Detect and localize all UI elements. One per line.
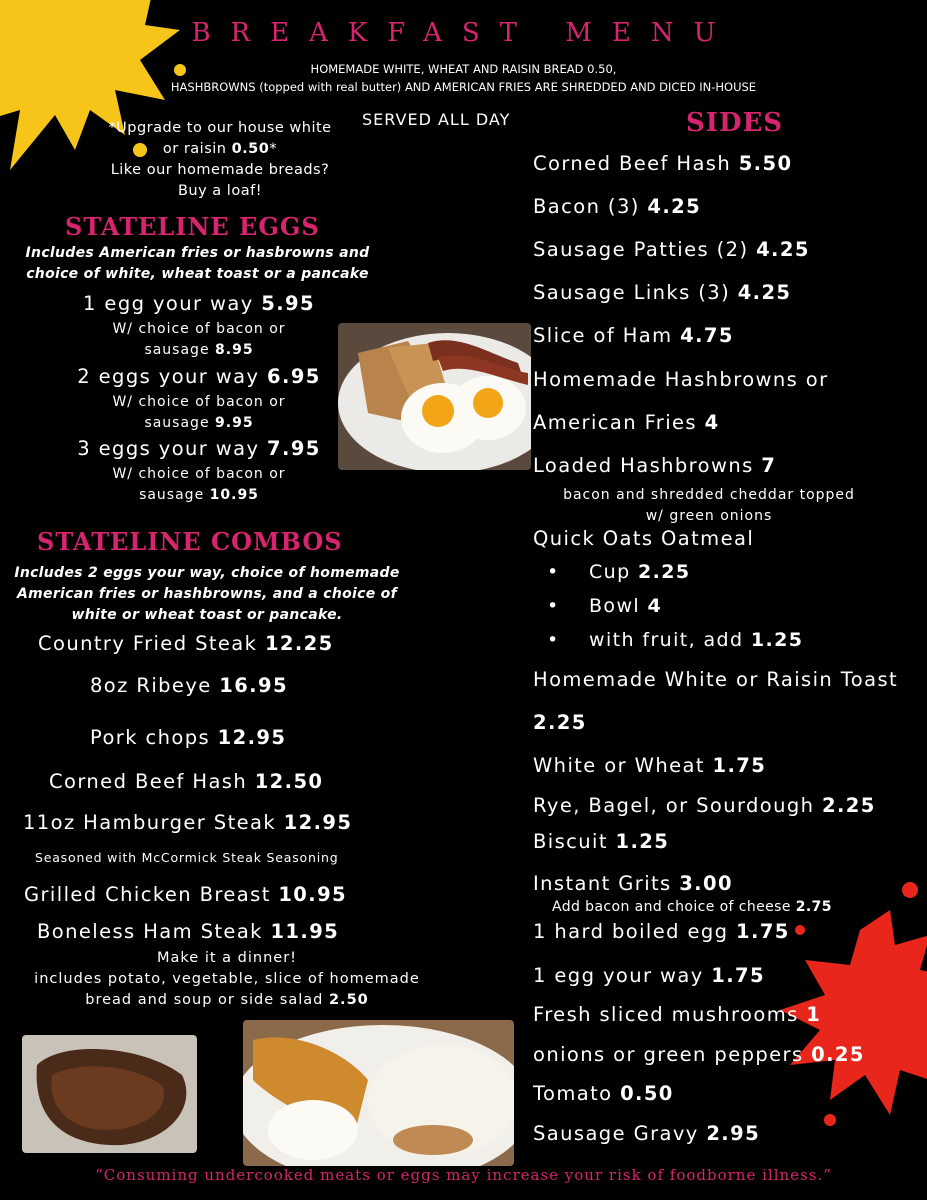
combo-ham-steak: Boneless Ham Steak 11.95 — [37, 920, 340, 943]
side-onions-peppers: onions or green peppers 0.25 — [533, 1043, 865, 1066]
side-sausage-patties: Sausage Patties (2) 4.25 — [533, 238, 810, 261]
eggs-item-1: 1 egg your way 5.95 W/ choice of bacon or sausage 8.95 — [83, 292, 315, 358]
oatmeal-cup: • Cup 2.25 — [549, 561, 691, 583]
side-biscuit: Biscuit 1.25 — [533, 830, 670, 853]
stateline-eggs-heading: STATELINE EGGS — [65, 212, 320, 241]
side-sausage-links: Sausage Links (3) 4.25 — [533, 281, 792, 304]
side-instant-grits: Instant Grits 3.00 — [533, 872, 733, 895]
chicken-fried-steak-photo — [243, 1020, 514, 1166]
upgrade-line-4: Buy a loaf! — [177, 183, 263, 199]
eggs-item-2: 2 eggs your way 6.95 W/ choice of bacon or sausage 9.95 — [77, 365, 321, 431]
combo-hamburger-steak: 11oz Hamburger Steak 12.95 — [23, 811, 353, 834]
side-loaded-hashbrowns: Loaded Hashbrowns 7 — [533, 454, 777, 477]
seasoning-note: Seasoned with McCormick Steak Seasoning — [35, 850, 339, 865]
side-tomato: Tomato 0.50 — [533, 1082, 674, 1105]
side-oatmeal: Quick Oats Oatmeal — [533, 527, 755, 550]
steak-photo — [22, 1035, 197, 1153]
side-rye-bagel-sourdough: Rye, Bagel, or Sourdough 2.25 — [533, 794, 876, 817]
sides-heading: SIDES — [686, 108, 784, 138]
side-hard-boiled-egg: 1 hard boiled egg 1.75 — [533, 920, 790, 943]
upgrade-line-2: or raisin 0.50* — [162, 141, 278, 157]
grits-note: Add bacon and choice of cheese 2.75 — [552, 899, 832, 915]
side-homemade-toast: Homemade White or Raisin Toast — [533, 668, 899, 691]
eggs-description: Includes American fries or hasbrowns and choice of white, wheat toast or a pancake — [25, 245, 370, 282]
served-all-day: SERVED ALL DAY — [362, 110, 511, 129]
upgrade-line-1: *Upgrade to our house white — [108, 120, 332, 136]
loaded-hashbrowns-note: bacon and shredded cheddar topped w/ green onions — [563, 487, 855, 524]
combo-pork-chops: Pork chops 12.95 — [90, 726, 287, 749]
hashbrowns-note: HASHBROWNS (topped with real butter) AND AMERICAN FRIES ARE SHREDDED AND DICED IN-HOUSE — [170, 80, 757, 94]
side-sausage-gravy: Sausage Gravy 2.95 — [533, 1122, 761, 1145]
bread-note: HOMEMADE WHITE, WHEAT AND RAISIN BREAD 0.50, — [310, 62, 617, 76]
eggs-bacon-toast-photo — [338, 323, 531, 470]
side-bacon: Bacon (3) 4.25 — [533, 195, 702, 218]
foodborne-illness-warning: “Consuming undercooked meats or eggs may increase your risk of foodborne illness.” — [95, 1166, 832, 1184]
combo-corned-beef-hash: Corned Beef Hash 12.50 — [49, 770, 324, 793]
oatmeal-with-fruit: • with fruit, add 1.25 — [549, 629, 803, 651]
side-slice-of-ham: Slice of Ham 4.75 — [533, 324, 734, 347]
combo-grilled-chicken: Grilled Chicken Breast 10.95 — [24, 883, 348, 906]
side-homemade-hashbrowns: Homemade Hashbrowns or — [533, 368, 829, 391]
side-american-fries: American Fries 4 — [533, 411, 720, 434]
stateline-combos-heading: STATELINE COMBOS — [37, 527, 343, 556]
side-white-or-wheat: White or Wheat 1.75 — [533, 754, 767, 777]
side-homemade-toast-price: 2.25 — [533, 711, 587, 734]
side-mushrooms: Fresh sliced mushrooms 1 — [533, 1003, 822, 1026]
oatmeal-bowl: • Bowl 4 — [549, 595, 662, 617]
combo-ribeye: 8oz Ribeye 16.95 — [90, 674, 288, 697]
side-corned-beef-hash: Corned Beef Hash 5.50 — [533, 152, 793, 175]
upgrade-line-3: Like our homemade breads? — [110, 162, 330, 178]
menu-title: BREAKFAST MENU — [191, 18, 736, 48]
side-one-egg: 1 egg your way 1.75 — [533, 964, 765, 987]
combo-country-fried-steak: Country Fried Steak 12.25 — [38, 632, 334, 655]
dinner-note: Make it a dinner! includes potato, vegetable, slice of homemade bread and soup or side salad 2.50 — [34, 950, 420, 1008]
combos-description: Includes 2 eggs your way, choice of homemade American fries or hashbrowns, and a choice of white or wheat toast or pancake. — [14, 565, 400, 623]
eggs-item-3: 3 eggs your way 7.95 W/ choice of bacon or sausage 10.95 — [77, 437, 321, 503]
upgrade-note — [95, 118, 345, 202]
